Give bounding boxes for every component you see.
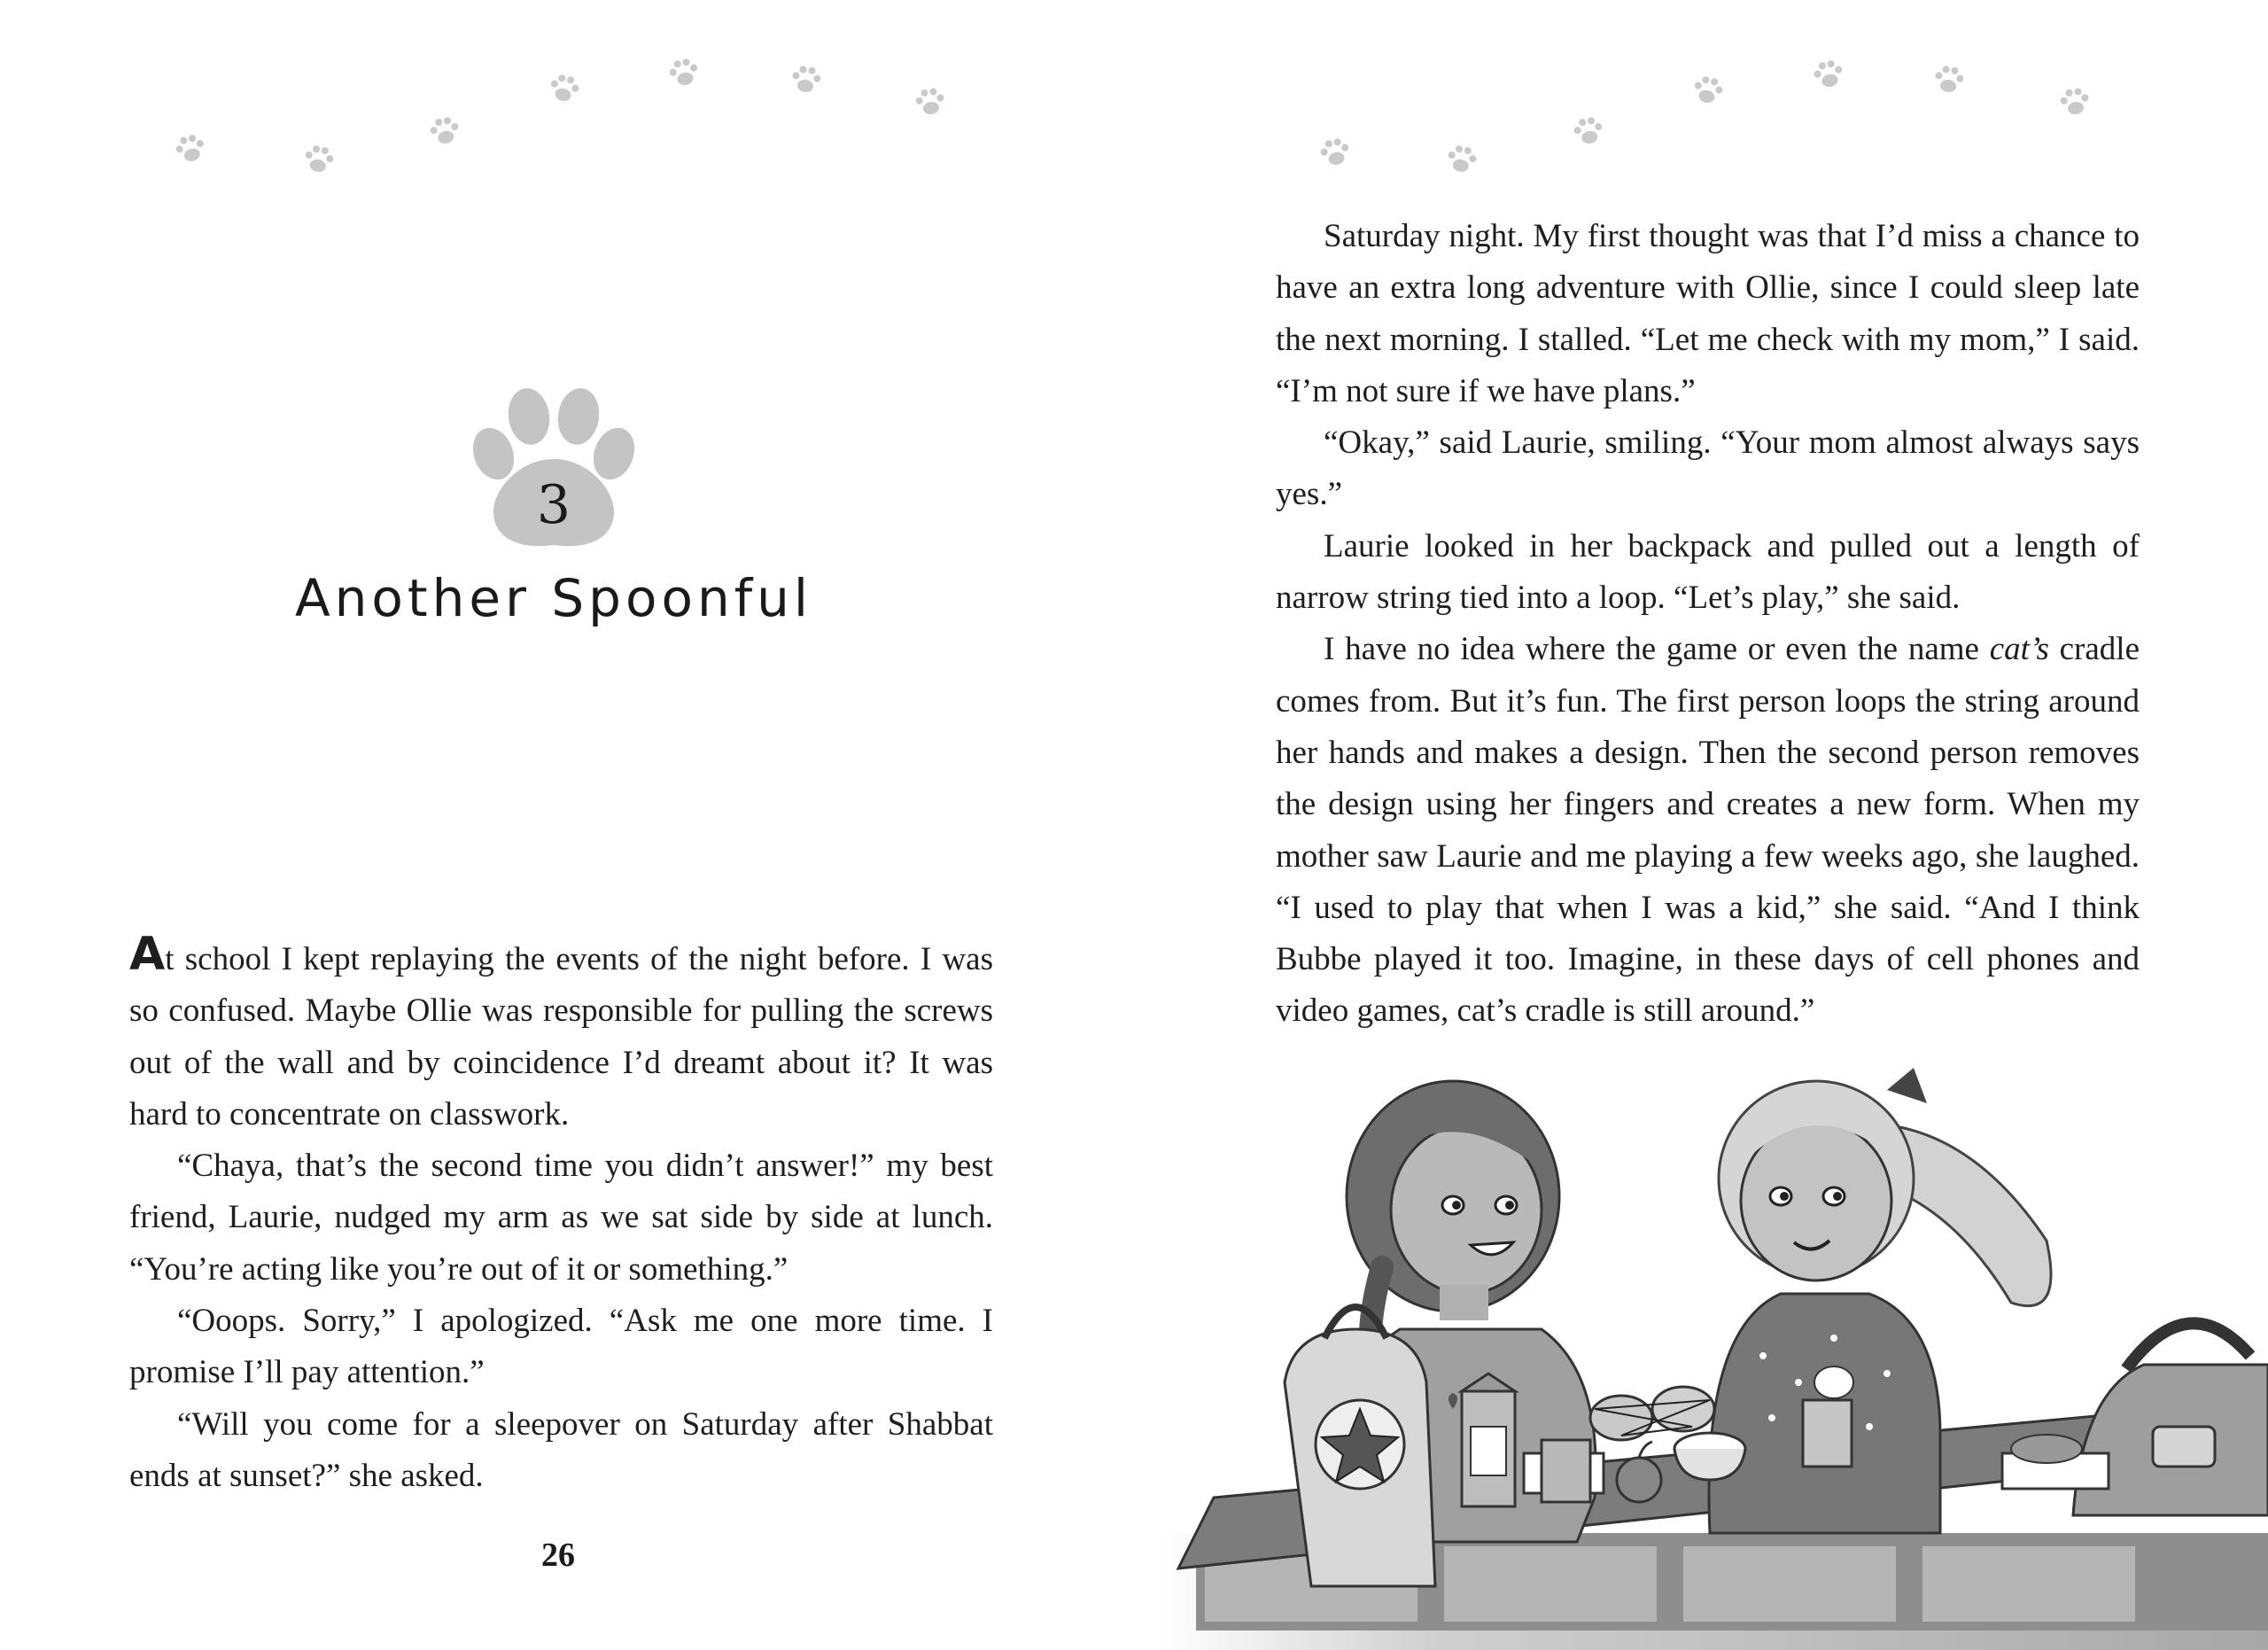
paw-print-icon [1568, 111, 1609, 152]
emphasis-text: cat’s [1989, 631, 2049, 668]
paw-print-icon [299, 139, 339, 180]
paw-print-icon [1314, 131, 1355, 173]
paw-print-icon [1687, 69, 1728, 111]
paw-print-icon [786, 59, 826, 99]
paragraph: “Ooops. Sorry,” I apologized. “Ask me one more time. I promise I’ll pay attention.” [129, 1303, 993, 1391]
paragraph [1276, 624, 2140, 1037]
paw-print-icon [1929, 59, 1969, 99]
paragraph: “Will you come for a sleepover on Saturday after Shabbat ends at sunset?” she asked. [129, 1405, 993, 1494]
paw-print-icon [543, 67, 585, 109]
left-body-text [129, 928, 993, 1502]
paragraph-text: I have no idea where the game or even the name [1324, 631, 1990, 668]
paw-print-icon [2054, 82, 2094, 121]
drop-cap: A [129, 928, 166, 981]
chapter-title: Another Spoonful [294, 568, 813, 628]
paw-print-icon [169, 128, 213, 171]
lunch-table-illustration [1161, 1037, 2268, 1650]
paragraph-text: t school I kept replaying the events of the night before. I was so confused. Maybe Ollie was responsible for pulling the screws out of the wall and by coincidence I’d dreamt about it? It was hard to concentrate on classwork. [129, 941, 993, 1132]
paw-print-icon [910, 82, 950, 121]
right-body-text [1276, 211, 2140, 1038]
paragraph: “Okay,” said Laurie, smiling. “Your mom almost always says yes.” [1276, 424, 2140, 513]
paw-print-icon [1441, 139, 1482, 180]
paragraph-text: cradle comes from. But it’s fun. The first person loops the string around her hands and makes a design. Then the second person removes the design using her fingers and creates a new form. When my mother saw Laurie and me playing a few weeks ago, she laughed. “I used to play that when I was a kid,” she said. “And I think Bubbe played it too. Imagine, in these days of cell phones and video games, cat’s cradle is still around.” [1276, 631, 2140, 1030]
paragraph: Laurie looked in her backpack and pulled out a length of narrow string tied into a loop. “Let’s play,” she said. [1276, 527, 2140, 617]
paragraph: Saturday night. My first thought was that I’d miss a chance to have an extra long adventure with Ollie, since I could sleep late the next morning. I stalled. “Let me check with my mom,” I said. “I’m not sure if we have plans.” [1276, 218, 2140, 409]
paragraph [129, 928, 993, 1140]
paragraph: “Chaya, that’s the second time you didn’t answer!” my best friend, Laurie, nudged my arm as we sat side by side at lunch. “You’re acting like you’re out of it or something.” [129, 1148, 993, 1288]
right-page [1134, 0, 2268, 1650]
chapter-number: 3 [536, 474, 571, 536]
paw-print-icon [663, 51, 704, 93]
paw-print-icon [424, 111, 465, 152]
page-number: 26 [541, 1537, 575, 1574]
paw-print-icon [1807, 53, 1849, 95]
